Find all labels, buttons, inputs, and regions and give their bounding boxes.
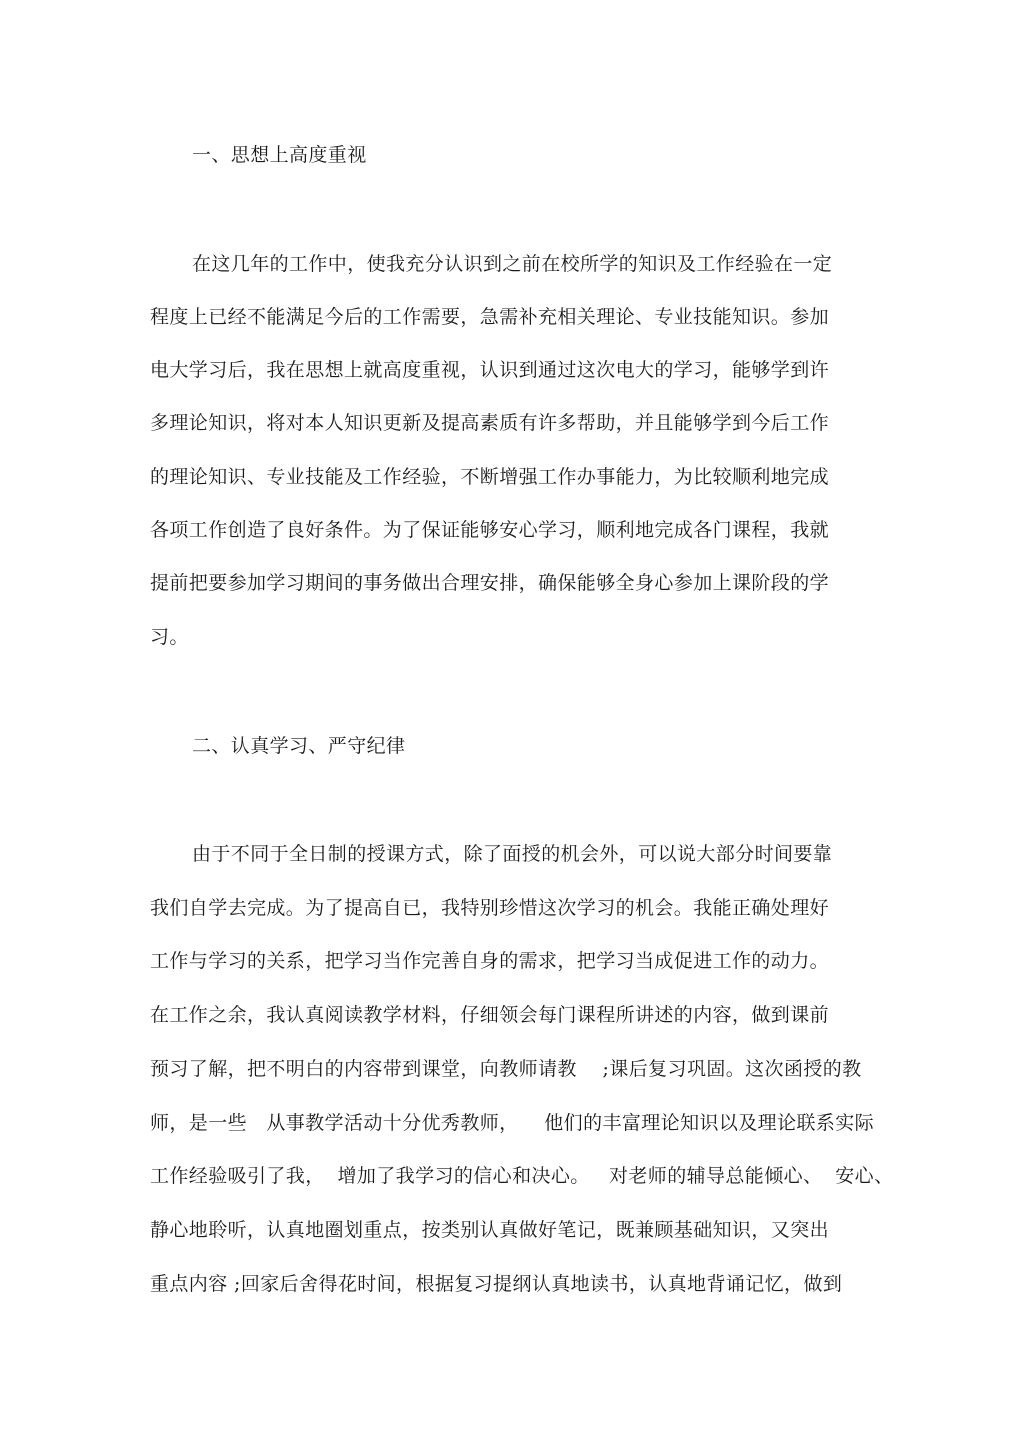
- section-2-heading: 二、认真学习、严守纪律: [192, 735, 406, 757]
- paragraph-line: 在这几年的工作中，使我充分认识到之前在校所学的知识及工作经验在一定: [192, 253, 833, 275]
- paragraph-line: 多理论知识，将对本人知识更新及提高素质有许多帮助，并且能够学到今后工作: [150, 412, 830, 434]
- paragraph-line: 的理论知识、专业技能及工作经验，不断增强工作办事能力，为比较顺利地完成: [150, 466, 830, 488]
- paragraph-line: 工作经验吸引了我， 增加了我学习的信心和决心。 对老师的辅导总能倾心、 安心、: [150, 1165, 894, 1187]
- paragraph-line: 程度上已经不能满足今后的工作需要，急需补充相关理论、专业技能知识。参加: [150, 306, 830, 328]
- paragraph-line: 由于不同于全日制的授课方式，除了面授的机会外，可以说大部分时间要靠: [192, 843, 833, 865]
- paragraph-line: 工作与学习的关系，把学习当作完善自身的需求，把学习当成促进工作的动力。: [150, 950, 830, 972]
- paragraph-line: 习。: [150, 626, 189, 648]
- paragraph-line: 电大学习后，我在思想上就高度重视，认识到通过这次电大的学习，能够学到许: [150, 359, 830, 381]
- paragraph-line: 静心地聆听，认真地圈划重点，按类别认真做好笔记，既兼顾基础知识，又突出: [150, 1219, 830, 1241]
- paragraph-line: 预习了解，把不明白的内容带到课堂，向教师请教 ;课后复习巩固。这次函授的教: [150, 1058, 862, 1080]
- paragraph-line: 师，是一些 从事教学活动十分优秀教师， 他们的丰富理论知识以及理论联系实际: [150, 1112, 875, 1134]
- paragraph-line: 各项工作创造了良好条件。为了保证能够安心学习，顺利地完成各门课程，我就: [150, 519, 830, 541]
- paragraph-line: 在工作之余，我认真阅读教学材料，仔细领会每门课程所讲述的内容，做到课前: [150, 1004, 830, 1026]
- paragraph-line: 提前把要参加学习期间的事务做出合理安排，确保能够全身心参加上课阶段的学: [150, 572, 830, 594]
- paragraph-line: 重点内容 ;回家后舍得花时间，根据复习提纲认真地读书，认真地背诵记忆，做到: [150, 1273, 843, 1295]
- section-1-heading: 一、思想上高度重视: [192, 144, 367, 166]
- paragraph-line: 我们自学去完成。为了提高自已，我特别珍惜这次学习的机会。我能正确处理好: [150, 897, 830, 919]
